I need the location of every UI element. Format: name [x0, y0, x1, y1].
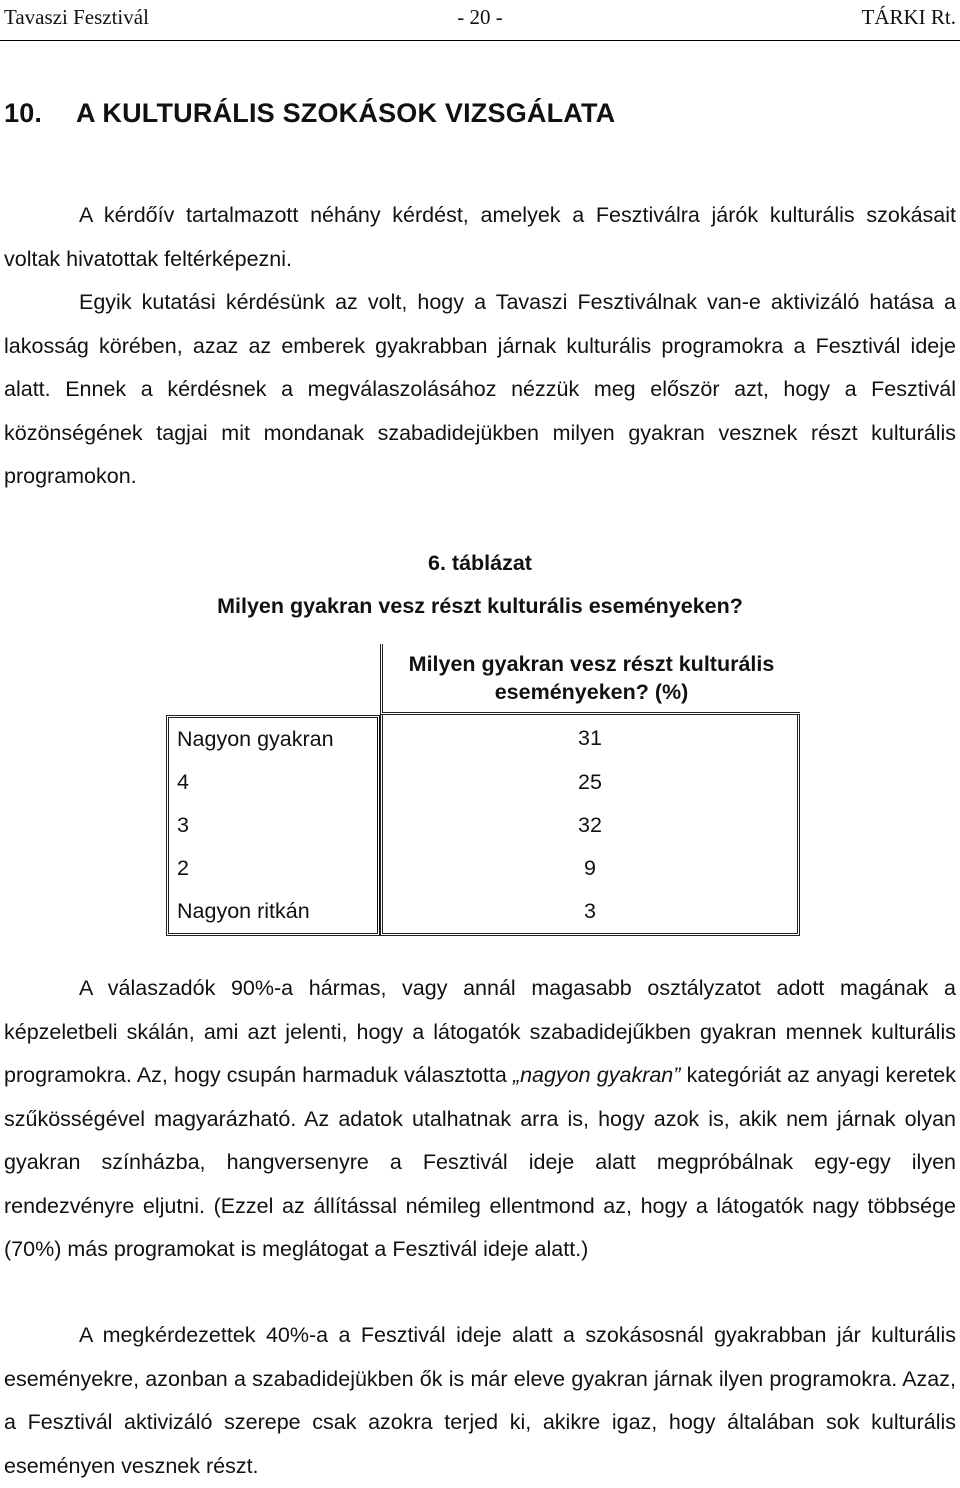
paragraph-intro	[4, 194, 956, 281]
paragraph-conclusion-text: A megkérdezettek 40%-a a Fesztivál ideje alatt a szokásosnál gyakrabban jár kulturális eseményekre, azonban a szabadidejükben ők is már eleve gyakran járnak ilyen programokra. Azaz, a Fesztivál aktivizáló szerepe csak azokra terjed ki, akikre igaz, hogy általában sok kulturális eseményen vesznek részt.	[4, 1323, 956, 1478]
table-row-value: 9	[380, 847, 800, 890]
paragraph-results	[4, 967, 956, 1272]
table-row-value: 31	[380, 715, 800, 761]
header-page-number: - 20 -	[457, 5, 503, 29]
table-number: 6. táblázat	[428, 551, 532, 575]
table-row	[166, 804, 800, 847]
paragraph-results-text-1: A válaszadók 90%-a hármas, vagy annál magasabb osztályzatot adott magának a képzeletbeli skálán, ami azt jelenti, hogy a látogatók szabadidejűkben gyakran mennek kulturális programokra. Az, hogy csupán harmaduk választotta	[4, 976, 956, 1087]
table-header-blank	[166, 644, 380, 715]
table-row	[166, 890, 800, 936]
header-document-title: Tavaszi Fesztivál	[4, 5, 149, 29]
table-row-label: 2	[166, 847, 380, 890]
header-publisher: TÁRKI Rt.	[861, 5, 956, 29]
paragraph-results-text-2: kategóriát az anyagi keretek szűkösségével magyarázható. Az adatok utalhatnak arra is, hogy azok is, akik nem járnak olyan gyakran színházba, hangversenyre a Fesztivál ideje alatt megpróbálnak egy-egy ilyen rendezvényre eljutni. (Ezzel az állítással némileg ellentmond az, hogy a látogatók nagy többsége (70%) más programokat is meglátogat a Fesztivál ideje alatt.)	[4, 1063, 957, 1261]
paragraph-results-emphasis: „nagyon gyakran”	[512, 1063, 681, 1087]
frequency-table	[166, 644, 800, 936]
table-row-label: Nagyon gyakran	[166, 715, 380, 761]
paragraph-conclusion	[4, 1314, 956, 1488]
table-row	[166, 847, 800, 890]
section-heading	[4, 98, 615, 129]
table-row-value: 25	[380, 761, 800, 804]
paragraph-intro-text: A kérdőív tartalmazott néhány kérdést, amelyek a Fesztiválra járók kulturális szokásait voltak hivatottak feltérképezni.	[4, 203, 956, 271]
section-title: A KULTURÁLIS SZOKÁSOK VIZSGÁLATA	[76, 98, 616, 128]
table-row-label: 4	[166, 761, 380, 804]
table-title: Milyen gyakran vesz részt kulturális eseményeken?	[217, 594, 743, 618]
table-row-label: Nagyon ritkán	[166, 890, 380, 936]
table-row-value: 32	[380, 804, 800, 847]
paragraph-research-question	[4, 281, 956, 499]
page-header	[0, 0, 960, 41]
table-row-label: 3	[166, 804, 380, 847]
table-row	[166, 761, 800, 804]
table-row	[166, 715, 800, 761]
table-row-value: 3	[380, 890, 800, 936]
paragraph-research-question-text: Egyik kutatási kérdésünk az volt, hogy a Tavaszi Fesztiválnak van-e aktivizáló hatása a lakosság körében, azaz az emberek gyakrabban járnak kulturális programokra a Fesztivál ideje alatt. Ennek a kérdésnek a megválaszolásához nézzük meg először azt, hogy a Fesztivál közönségének tagjai mit mondanak szabadidejükben milyen gyakran vesznek részt kulturális programokon.	[4, 290, 956, 488]
section-number: 10.	[4, 98, 43, 128]
table-column-header: Milyen gyakran vesz részt kulturális eseményeken? (%)	[380, 644, 800, 715]
